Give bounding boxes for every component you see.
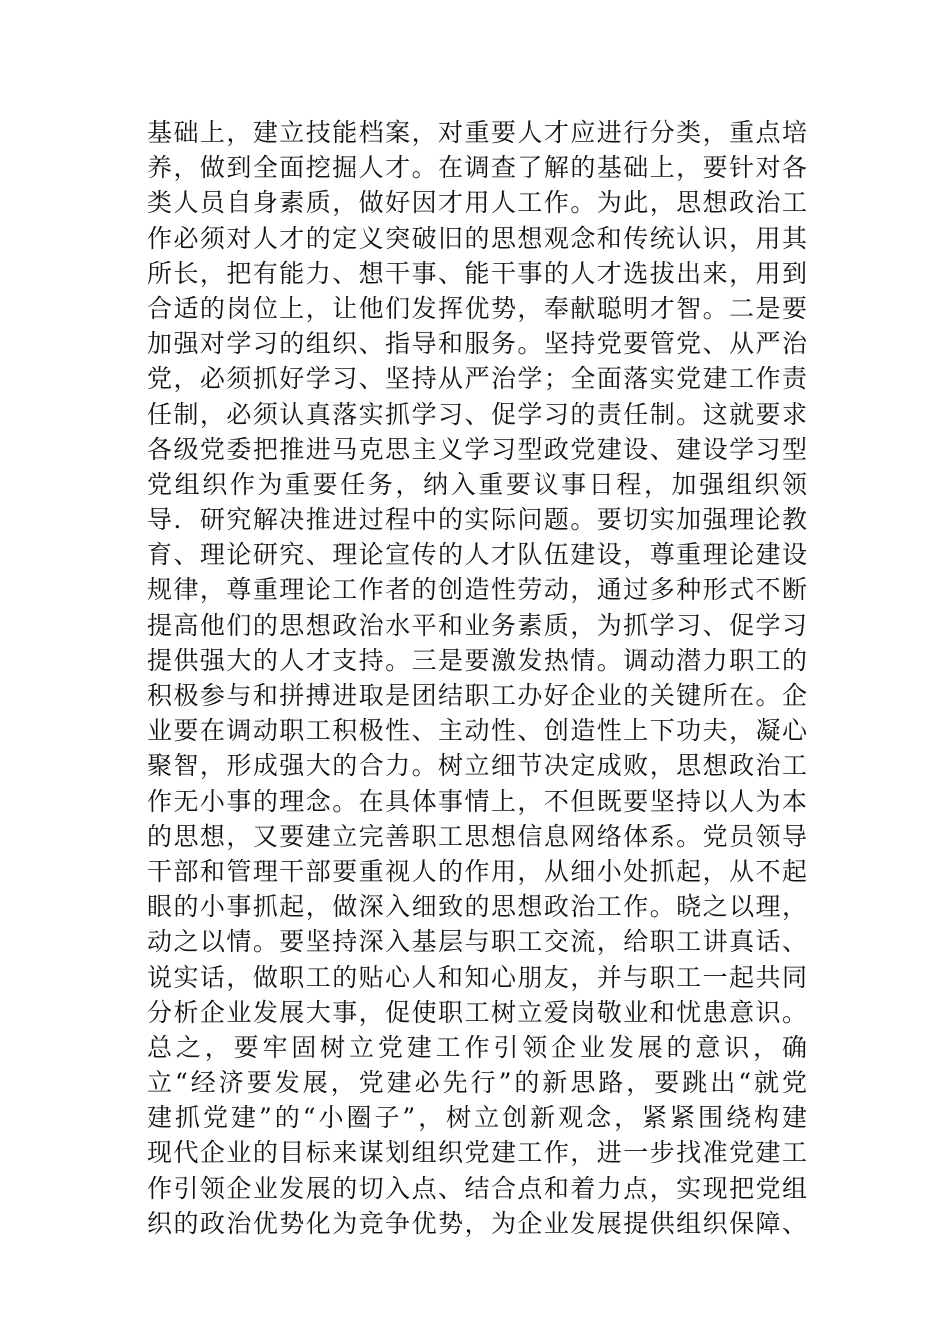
text-line: 党组织作为重要任务，纳入重要议事日程，加强组织领 — [147, 469, 807, 499]
text-line: 各级党委把推进马克思主义学习型政党建设、建设学习型 — [147, 434, 807, 464]
text-line: 总之，要牢固树立党建工作引领企业发展的意识，确 — [147, 1032, 807, 1062]
body-text — [147, 115, 807, 1241]
text-line: 育、理论研究、理论宣传的人才队伍建设，尊重理论建设 — [147, 540, 807, 570]
text-line: 导．研究解决推进过程中的实际问题。要切实加强理论教 — [147, 505, 807, 535]
text-line: 类人员自身素质，做好因才用人工作。为此，思想政治工 — [147, 188, 807, 218]
text-line: 加强对学习的组织、指导和服务。坚持党要管党、从严治 — [147, 329, 807, 359]
text-line: 作引领企业发展的切入点、结合点和着力点，实现把党组 — [147, 1173, 807, 1203]
text-line: 业要在调动职工积极性、主动性、创造性上下功夫，凝心 — [147, 716, 807, 746]
text-line: 作无小事的理念。在具体事情上，不但既要坚持以人为本 — [147, 786, 807, 816]
text-line: 现代企业的目标来谋划组织党建工作，进一步找准党建工 — [147, 1138, 807, 1168]
text-line: 分析企业发展大事，促使职工树立爱岗敬业和忧患意识。 — [147, 997, 807, 1027]
text-line: 聚智，形成强大的合力。树立细节决定成败，思想政治工 — [147, 751, 807, 781]
text-line: 立“经济要发展，党建必先行”的新思路，要跳出“就党 — [147, 1068, 807, 1098]
text-line: 党，必须抓好学习、坚持从严治学；全面落实党建工作责 — [147, 364, 807, 394]
text-line: 织的政治优势化为竞争优势，为企业发展提供组织保障、 — [147, 1208, 807, 1238]
text-line: 建抓党建”的“小圈子”，树立创新观念，紧紧围绕构建 — [147, 1103, 807, 1133]
text-line: 眼的小事抓起，做深入细致的思想政治工作。晓之以理， — [147, 892, 807, 922]
text-line: 作必须对人才的定义突破旧的思想观念和传统认识，用其 — [147, 223, 807, 253]
text-line: 任制，必须认真落实抓学习、促学习的责任制。这就要求 — [147, 399, 807, 429]
text-line: 积极参与和拼搏进取是团结职工办好企业的关键所在。企 — [147, 681, 807, 710]
text-line: 提高他们的思想政治水平和业务素质，为抓学习、促学习 — [147, 610, 807, 640]
text-line: 养，做到全面挖掘人才。在调查了解的基础上，要针对各 — [147, 153, 807, 183]
text-line: 规律，尊重理论工作者的创造性劳动，通过多种形式不断 — [147, 575, 807, 605]
text-line: 提供强大的人才支持。三是要激发热情。调动潜力职工的 — [147, 645, 807, 675]
text-line: 说实话，做职工的贴心人和知心朋友，并与职工一起共同 — [147, 962, 807, 992]
text-line: 动之以情。要坚持深入基层与职工交流，给职工讲真话、 — [147, 927, 807, 957]
text-line: 的思想，又要建立完善职工思想信息网络体系。党员领导 — [147, 821, 807, 851]
text-line: 合适的岗位上，让他们发挥优势，奉献聪明才智。二是要 — [147, 293, 807, 323]
text-line: 干部和管理干部要重视人的作用，从细小处抓起，从不起 — [147, 856, 807, 886]
text-line: 基础上，建立技能档案，对重要人才应进行分类，重点培 — [147, 118, 807, 147]
text-line: 所长，把有能力、想干事、能干事的人才选拔出来，用到 — [147, 258, 807, 288]
